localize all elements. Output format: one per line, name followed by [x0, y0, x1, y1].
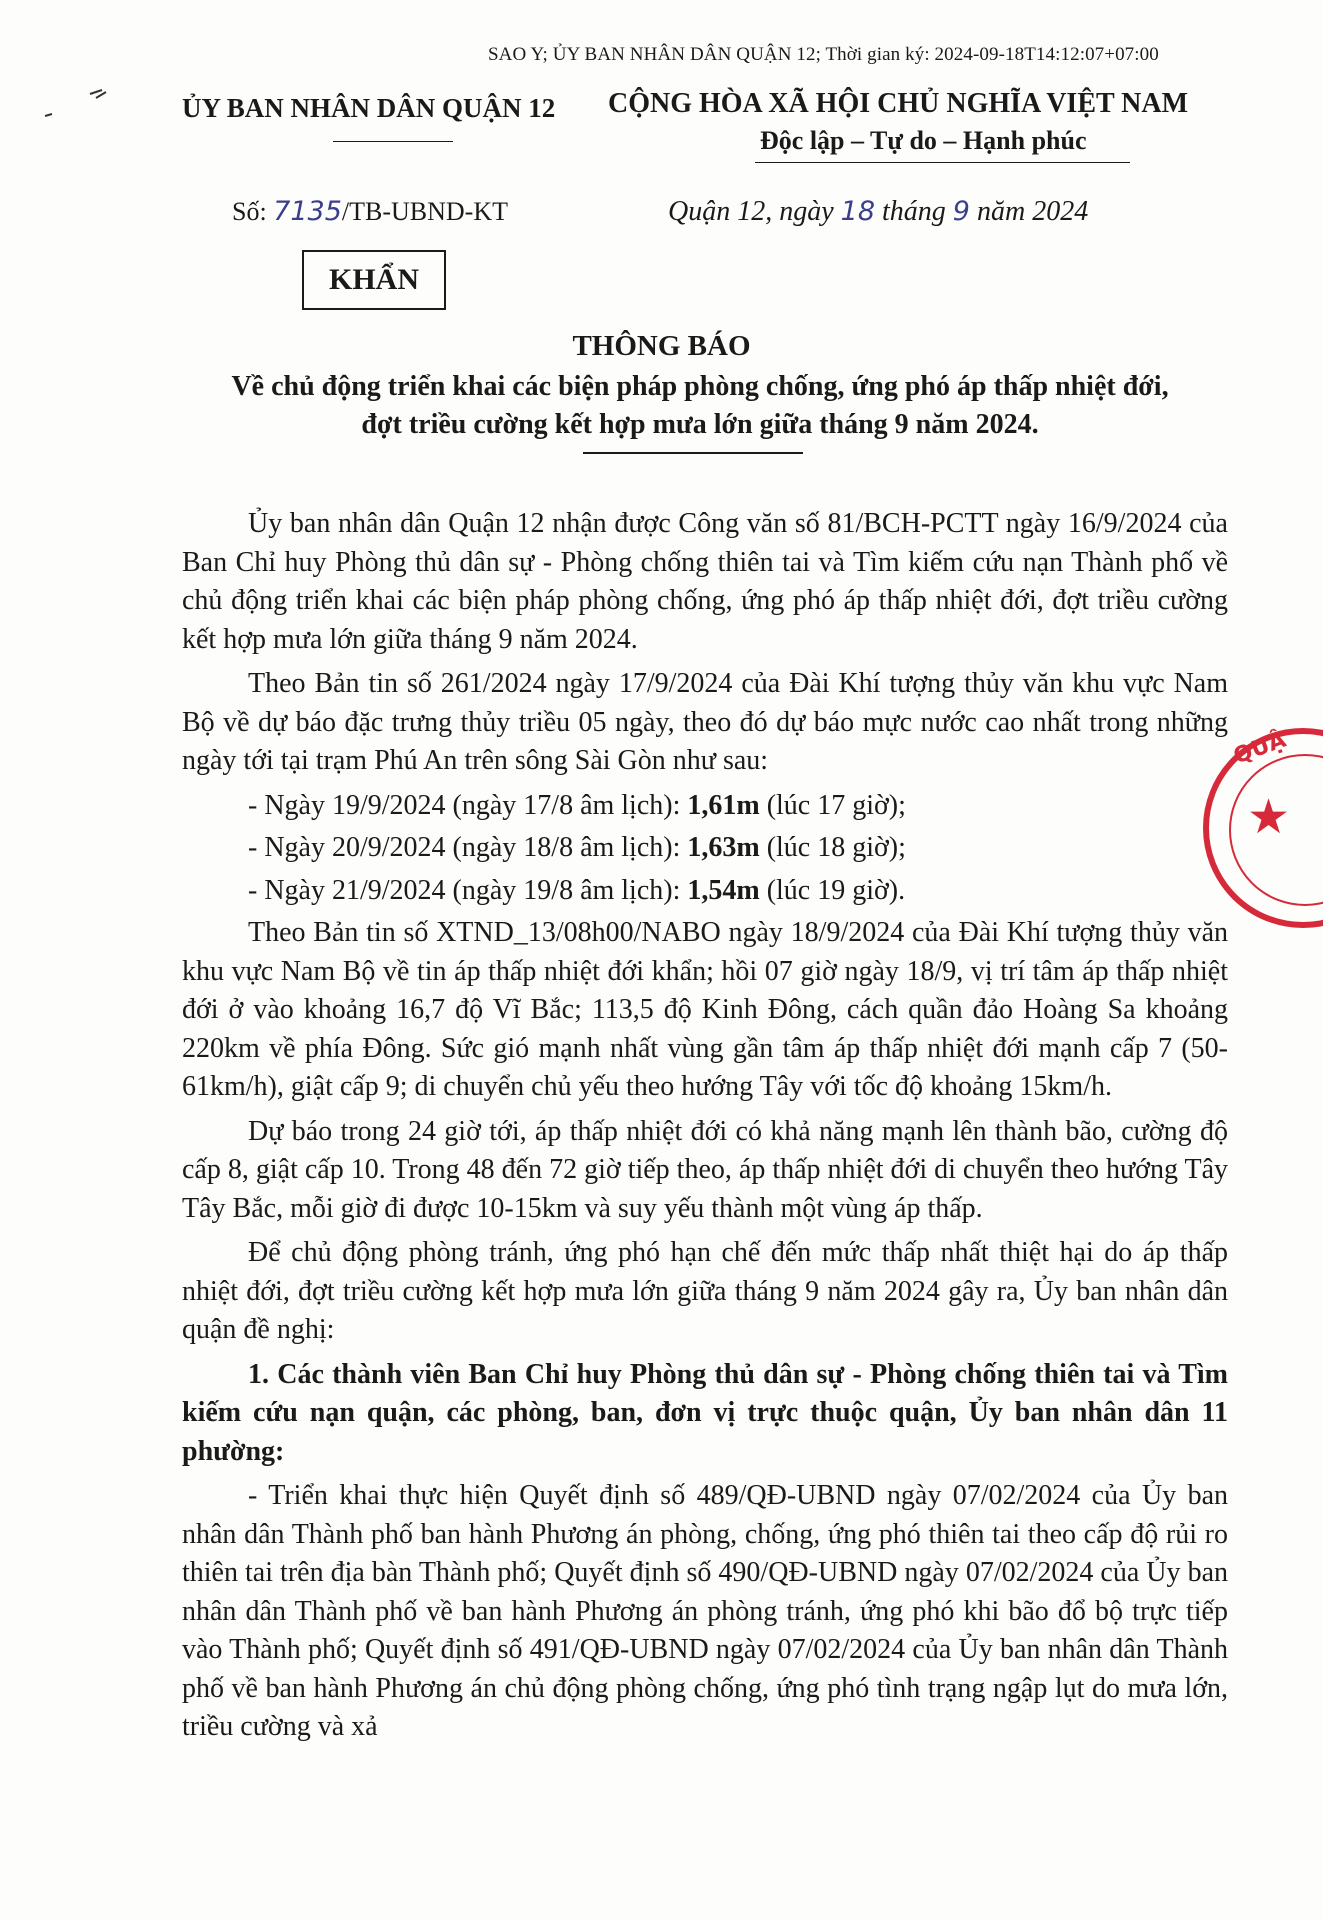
doc-number-suffix: /TB-UBND-KT: [341, 197, 508, 226]
tide-level: 1,63m: [687, 832, 760, 863]
tide-date: - Ngày 19/9/2024 (ngày 17/8 âm lịch):: [248, 789, 688, 821]
date-day-handwritten: 18: [840, 196, 876, 227]
doc-number-prefix: Số:: [232, 197, 274, 226]
paragraph-4: Dự báo trong 24 giờ tới, áp thấp nhiệt đới có khả năng mạnh lên thành bão, cường độ cấp 8, giật cấp 10. Trong 48 đến 72 giờ tiếp theo, áp thấp nhiệt đới di chuyển theo hướng Tây Tây Bắc, mỗi giờ đi được 10-15km và suy yếu thành một vùng áp thấp.: [182, 1115, 1228, 1224]
date-prefix: Quận 12, ngày: [668, 196, 841, 227]
digital-signature-line: SAO Y; ỦY BAN NHÂN DÂN QUẬN 12; Thời gian ký: 2024-09-18T14:12:07+07:00: [488, 44, 1159, 65]
seal-star-icon: ★: [1247, 789, 1291, 845]
tide-forecast-item: [182, 872, 1228, 911]
issue-date: [668, 196, 1088, 228]
organization-underline: [333, 141, 453, 142]
pen-mark: [40, 84, 110, 124]
motto-underline: [755, 162, 1130, 163]
document-number: [232, 196, 508, 227]
seal-lettering: QUẬ: [1230, 727, 1290, 770]
tide-date: - Ngày 21/9/2024 (ngày 19/8 âm lịch):: [248, 874, 688, 906]
national-motto: Độc lập – Tự do – Hạnh phúc: [760, 126, 1087, 155]
document-body: [182, 505, 1228, 1753]
date-year: năm 2024: [969, 196, 1089, 227]
tide-time: (lúc 19 giờ).: [759, 874, 906, 906]
tide-forecast-item: [182, 787, 1228, 826]
doc-number-handwritten: 7135: [273, 196, 342, 227]
tide-forecast-item: [182, 829, 1228, 868]
paragraph-5: Để chủ động phòng tránh, ứng phó hạn chế đến mức thấp nhất thiệt hại do áp thấp nhiệt đới, đợt triều cường kết hợp mưa lớn giữa tháng 9 năm 2024 gây ra, Ủy ban nhân dân quận đề nghị:: [182, 1237, 1228, 1345]
section-1-heading: 1. Các thành viên Ban Chỉ huy Phòng thủ dân sự - Phòng chống thiên tai và Tìm kiếm cứu nạn quận, các phòng, ban, đơn vị trực thuộc quận, Ủy ban nhân dân 11 phường:: [182, 1358, 1228, 1467]
document-title: THÔNG BÁO: [572, 330, 751, 362]
document-subtitle: Về chủ động triển khai các biện pháp phòng chống, ứng phó áp thấp nhiệt đới, đợt triều cường kết hợp mưa lớn giữa tháng 9 năm 2024.: [231, 371, 1169, 440]
paragraph-6: - Triển khai thực hiện Quyết định số 489/QĐ-UBND ngày 07/02/2024 của Ủy ban nhân dân Thành phố ban hành Phương án phòng, chống, ứng phó thiên tai theo cấp độ rủi ro thiên tai trên địa bàn Thành phố; Quyết định số 490/QĐ-UBND ngày 07/02/2024 của Ủy ban nhân dân Thành phố về ban hành Phương án phòng tránh, ứng phó khi bão đổ bộ trực tiếp vào Thành phố; Quyết định số 491/QĐ-UBND ngày 07/02/2024 của Ủy ban nhân dân Thành phố về ban hành Phương án chủ động phòng chống, ứng phó tình trạng ngập lụt do mưa lớn, triều cường và xả: [182, 1480, 1228, 1742]
tide-time: (lúc 17 giờ);: [759, 789, 906, 821]
national-title: CỘNG HÒA XÃ HỘI CHỦ NGHĨA VIỆT NAM: [608, 88, 1189, 119]
date-month-handwritten: 9: [952, 196, 970, 227]
issuing-organization: ỦY BAN NHÂN DÂN QUẬN 12: [182, 93, 556, 123]
urgency-box: KHẨN: [302, 250, 446, 310]
date-month-label: tháng: [875, 196, 953, 227]
tide-date: - Ngày 20/9/2024 (ngày 18/8 âm lịch):: [248, 832, 688, 863]
tide-time: (lúc 18 giờ);: [759, 832, 906, 863]
title-underline: [583, 452, 803, 454]
tide-level: 1,54m: [687, 874, 760, 906]
paragraph-3: Theo Bản tin số XTND_13/08h00/NABO ngày 18/9/2024 của Đài Khí tượng thủy văn khu vực Nam Bộ về tin áp thấp nhiệt đới khẩn; hồi 07 giờ ngày 18/9, vị trí tâm áp thấp nhiệt đới ở vào khoảng 16,7 độ Vĩ Bắc; 113,5 độ Kinh Đông, cách quần đảo Hoàng Sa khoảng 220km về phía Đông. Sức gió mạnh nhất vùng gần tâm áp thấp nhiệt đới mạnh cấp 7 (50-61km/h), giật cấp 9; di chuyển chủ yếu theo hướng Tây với tốc độ khoảng 15km/h.: [182, 917, 1228, 1102]
tide-level: 1,61m: [687, 789, 760, 821]
paragraph-2: Theo Bản tin số 261/2024 ngày 17/9/2024 của Đài Khí tượng thủy văn khu vực Nam Bộ về dự báo đặc trưng thủy triều 05 ngày, theo đó dự báo mực nước cao nhất trong những ngày tới tại trạm Phú An trên sông Sài Gòn như sau:: [182, 668, 1228, 776]
paragraph-1: Ủy ban nhân dân Quận 12 nhận được Công văn số 81/BCH-PCTT ngày 16/9/2024 của Ban Chỉ huy Phòng thủ dân sự - Phòng chống thiên tai và Tìm kiếm cứu nạn Thành phố về chủ động triển khai các biện pháp phòng chống, ứng phó áp thấp nhiệt đới, đợt triều cường kết hợp mưa lớn giữa tháng 9 năm 2024.: [182, 508, 1228, 655]
